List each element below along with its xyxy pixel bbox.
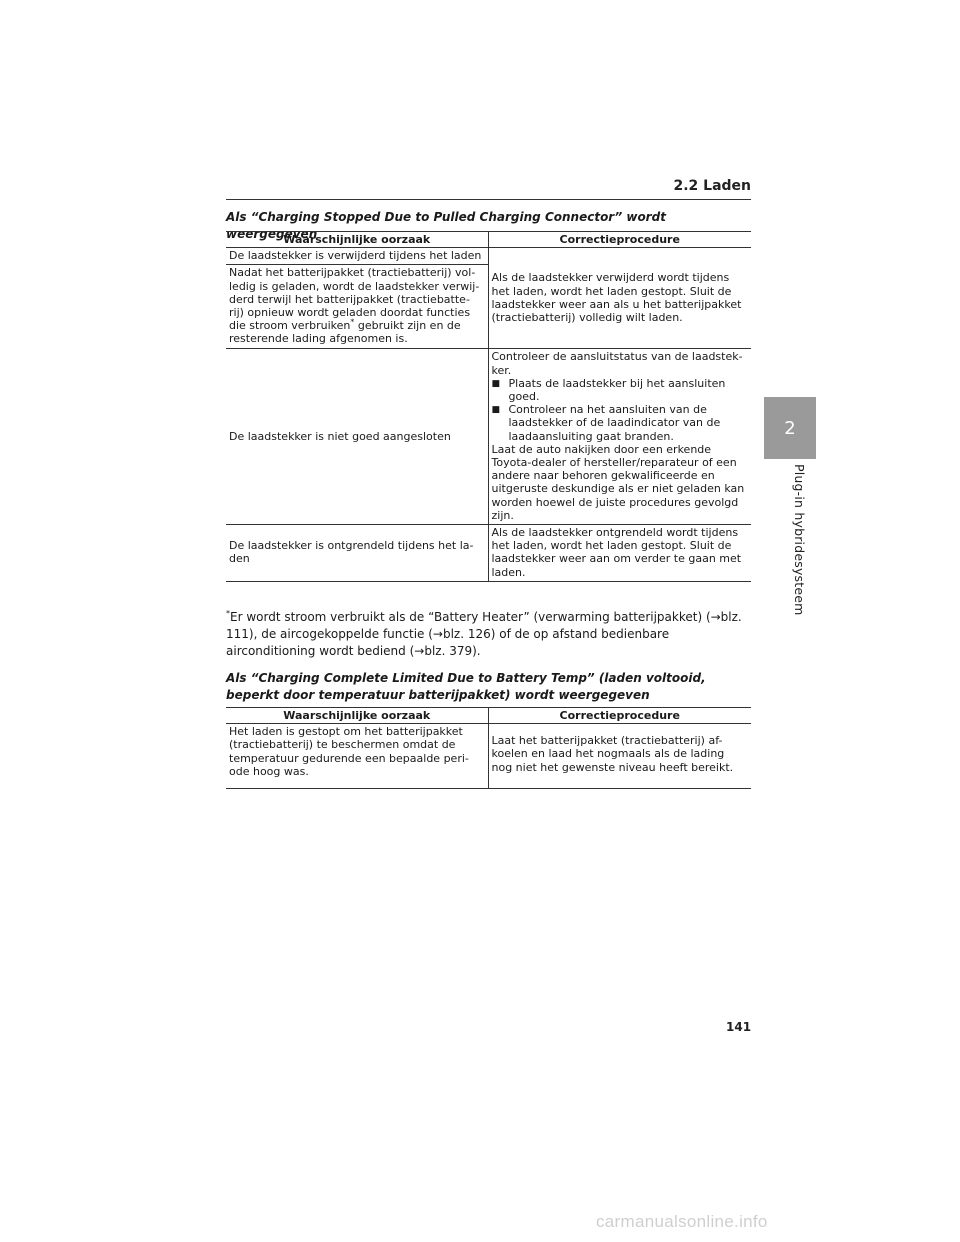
cause-cell: De laadstekker is ontgrendeld tijdens het la-den [226,525,488,582]
bullet-square-icon: ■ [491,378,501,389]
chapter-number: 2 [784,417,796,439]
table-row [226,349,751,525]
section2-heading: Als “Charging Complete Limited Due to Battery Temp” (laden voltooid, beperkt door temperatuur batterijpakket) wordt weergegeven [226,671,706,702]
section1-table [226,231,751,582]
procedure-outro: Laat de auto nakijken door een erkende Toyota-dealer of hersteller/reparateur of een andere naar behoren gekwalificeerde en uitgeruste deskundige als er niet geladen kan worden hoewel de juiste procedures gevolgd zijn. [491,442,745,522]
footnote [226,609,756,660]
column-header-cause: Waarschijnlijke oorzaak [226,232,488,248]
column-header-procedure: Correctieprocedure [488,708,751,724]
procedure-cell: Als de laadstekker verwijderd wordt tijdens het laden, wordt het laden gestopt. Sluit de laadstekker weer aan als u het batterijpakket (tractiebatterij) volledig wilt laden. [488,248,751,349]
procedure-cell: Als de laadstekker ontgrendeld wordt tijdens het laden, wordt het laden gestopt. Sluit de laadstekker weer aan om verder te gaan met laden. [488,525,751,582]
page-number: 141 [726,1020,752,1034]
cause-cell: Het laden is gestopt om het batterijpakket (tractiebatterij) te beschermen omdat de temperatuur gedurende een bepaalde peri-ode hoog was. [226,724,488,789]
table-row [226,248,751,265]
footnote-marker: * [226,609,230,618]
footnote-text: Er wordt stroom verbruikt als de “Battery Heater” (verwarming batterijpakket) (→blz. 111), de aircogekoppelde functie (→blz. 126) of de op afstand bedienbare airconditioning wordt bediend (→blz. 379). [226,610,742,658]
cause-cell: Nadat het batterijpakket (tractiebatterij) vol-ledig is geladen, wordt de laadstekker verwij-derd terwijl het batterijpakket (tractiebatte-rij) opnieuw wordt geladen doordat functies die stroom verbruiken* gebruikt zijn en de resterende lading afgenomen is. [226,265,488,349]
bullet-square-icon: ■ [491,405,501,416]
procedure-cell [488,349,751,525]
section1-heading: Als “Charging Stopped Due to Pulled Charging Connector” wordt weergegeven [226,210,666,241]
chapter-label: Plug-in hybridesysteem [792,464,807,616]
list-item: ■ Plaats de laadstekker bij het aansluiten goed. [491,376,726,404]
section-header [226,176,751,200]
list-item: ■ Controleer na het aansluiten van de laadstekker of de laadindicator van de laadaansluiting gaat branden. [491,403,721,443]
procedure-cell: Laat het batterijpakket (tractiebatterij) af-koelen en laad het nogmaals als de lading nog niet het gewenste niveau heeft bereikt. [488,724,751,789]
procedure-intro: Controleer de aansluitstatus van de laadstek-ker. [491,350,743,377]
footnote-marker: * [350,317,355,327]
column-header-cause: Waarschijnlijke oorzaak [226,708,488,724]
table-row [226,724,751,789]
table-header-row [226,232,751,248]
column-header-procedure: Correctieprocedure [488,232,751,248]
cause-cell: De laadstekker is verwijderd tijdens het laden [226,248,488,265]
table-row [226,525,751,582]
cause-cell: De laadstekker is niet goed aangesloten [226,349,488,525]
chapter-tab [764,397,816,459]
section2-table [226,707,751,789]
section-title: 2.2 Laden [673,178,751,194]
table-header-row [226,708,751,724]
watermark-text: carmanualsonline.info [596,1212,768,1231]
